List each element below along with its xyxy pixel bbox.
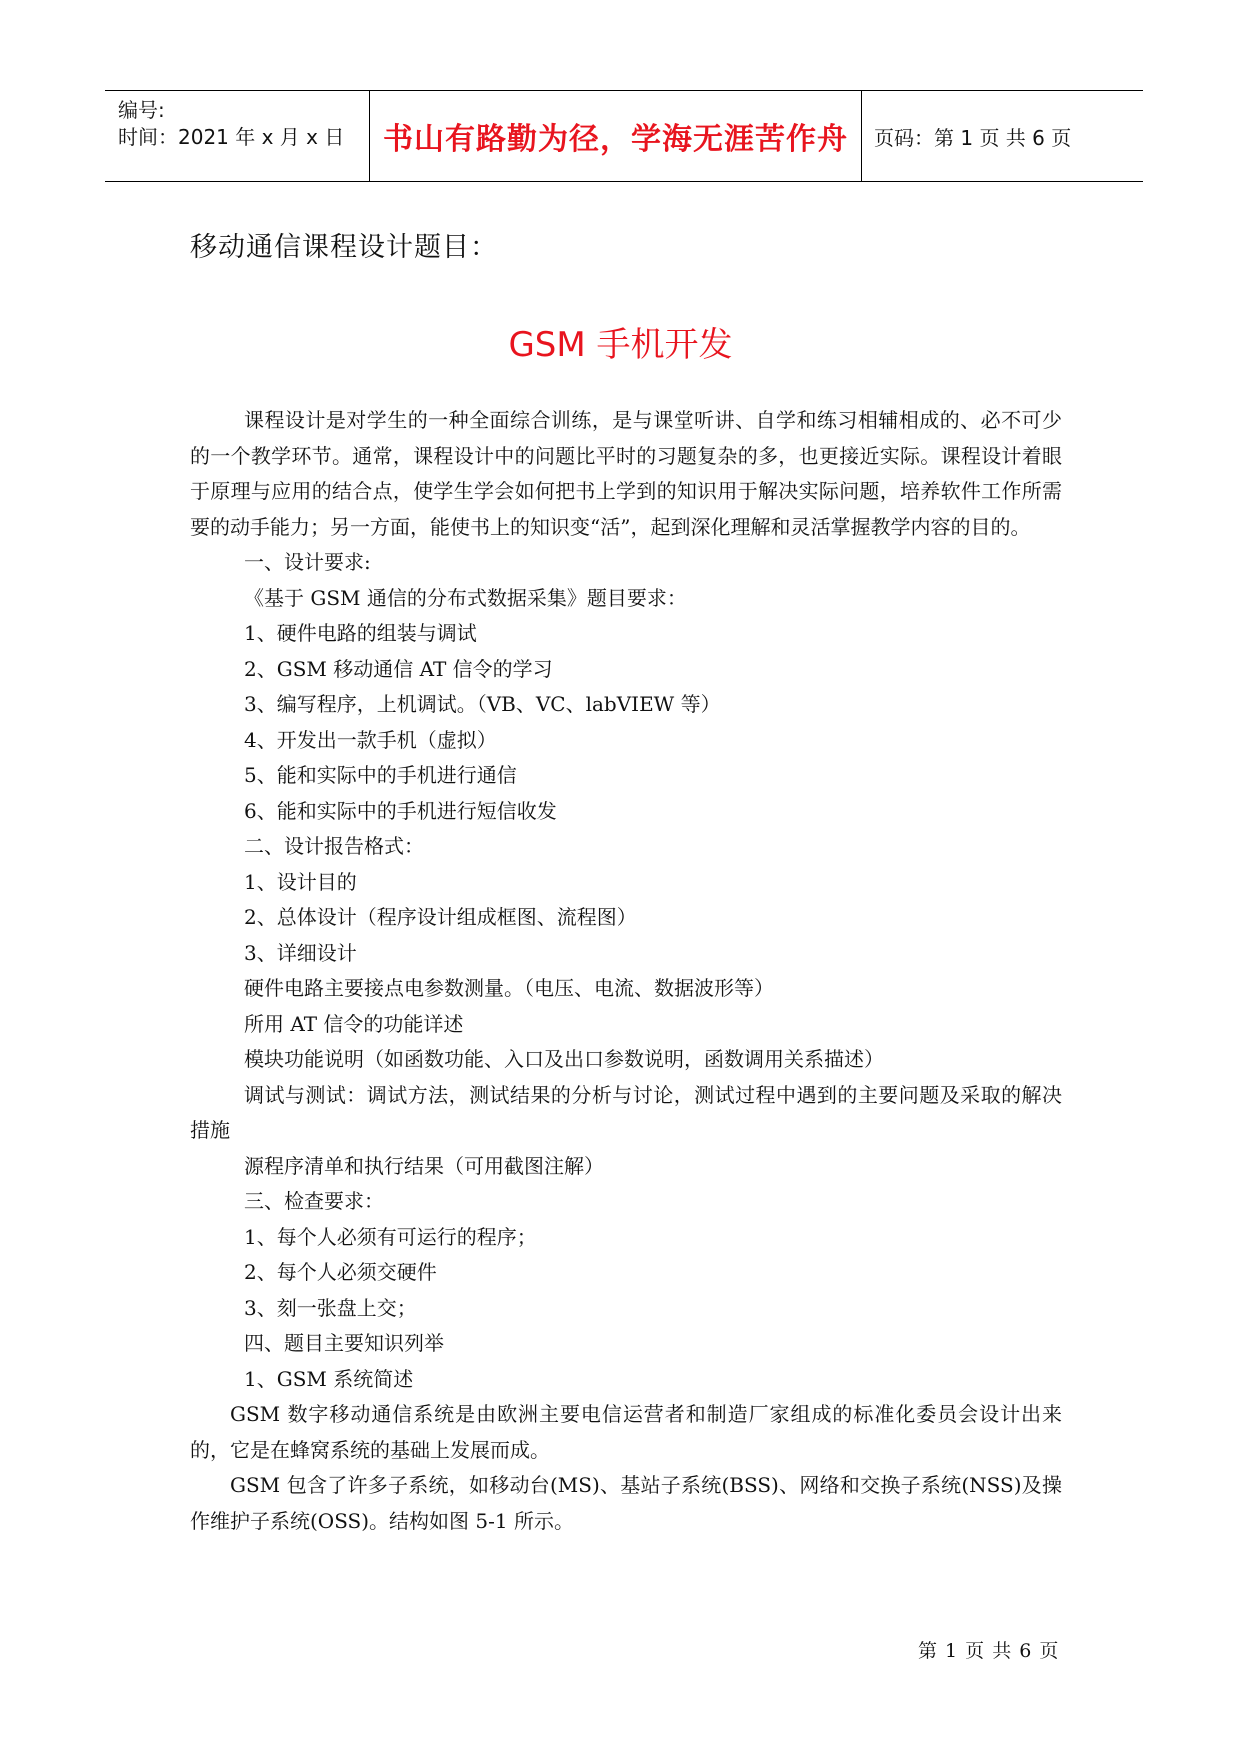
list-item: 源程序清单和执行结果（可用截图注解）: [244, 1153, 604, 1178]
intro-paragraph: 课程设计是对学生的一种全面综合训练，是与课堂听讲、自学和练习相辅相成的、必不可少的一个教学环节。通常，课程设计中的问题比平时的习题复杂的多，也更接近实际。课程设计着眼于原理与应用的结合点，使学生学会如何把书上学到的知识用于解决实际问题，培养软件工作所需要的动手能力；另一方面，能使书上的知识变“活”，起到深化理解和灵活掌握教学内容的目的。: [190, 408, 1062, 539]
body-paragraph: GSM 数字移动通信系统是由欧洲主要电信运营者和制造厂家组成的标准化委员会设计出来的，它是在蜂窝系统的基础上发展而成。: [190, 1402, 1062, 1462]
list-item: 硬件电路主要接点电参数测量。（电压、电流、数据波形等）: [244, 976, 774, 1000]
list-item: 2、GSM 移动通信 AT 信令的学习: [244, 656, 553, 681]
list-item: 模块功能说明（如函数功能、入口及出口参数说明，函数调用关系描述）: [244, 1047, 884, 1071]
section-heading: 二、设计报告格式：: [244, 834, 424, 858]
list-item: 3、详细设计: [244, 940, 357, 965]
list-item: 6、能和实际中的手机进行短信收发: [244, 798, 557, 823]
list-item: 《基于 GSM 通信的分布式数据采集》题目要求：: [244, 585, 687, 610]
document-header: [105, 90, 1143, 182]
list-item: 5、能和实际中的手机进行通信: [244, 763, 517, 787]
body-paragraph: GSM 包含了许多子系统，如移动台(MS)、基站子系统(BSS)、网络和交换子系统(NSS)及操作维护子系统(OSS)。结构如图 5-1 所示。: [190, 1473, 1062, 1533]
header-slogan: 书山有路勤为径，学海无涯苦作舟: [370, 91, 862, 181]
list-item: 3、编写程序，上机调试。（VB、VC、labVIEW 等）: [244, 692, 721, 716]
list-item: 1、硬件电路的组装与调试: [244, 621, 477, 645]
list-item: 2、每个人必须交硬件: [244, 1260, 437, 1284]
header-meta-cell: [105, 91, 370, 181]
document-title: GSM 手机开发: [508, 325, 733, 365]
list-item: 所用 AT 信令的功能详述: [244, 1011, 464, 1036]
section-heading: 四、题目主要知识列举: [244, 1331, 444, 1355]
list-item: 3、刻一张盘上交；: [244, 1295, 417, 1320]
document-body: [190, 403, 1062, 1539]
subject-heading: 移动通信课程设计题目：: [190, 232, 498, 263]
list-item: 调试与测试：调试方法，测试结果的分析与讨论，测试过程中遇到的主要问题及采取的解决措施: [190, 1082, 1062, 1142]
page-footer: 第 1 页 共 6 页: [918, 1640, 1060, 1662]
list-item: 1、每个人必须有可运行的程序；: [244, 1224, 537, 1249]
section-heading: 一、设计要求:: [244, 550, 371, 574]
list-item: 4、开发出一款手机（虚拟）: [244, 727, 497, 752]
list-item: 1、设计目的: [244, 869, 357, 894]
header-page-info: 页码：第 1 页 共 6 页: [874, 125, 1072, 150]
number-label: 编号:: [118, 98, 165, 122]
time-label: 时间：2021 年 x 月 x 日: [118, 125, 345, 149]
list-item: 1、GSM 系统简述: [244, 1366, 414, 1391]
list-item: 2、总体设计（程序设计组成框图、流程图）: [244, 905, 637, 929]
section-heading: 三、检查要求：: [244, 1189, 384, 1213]
